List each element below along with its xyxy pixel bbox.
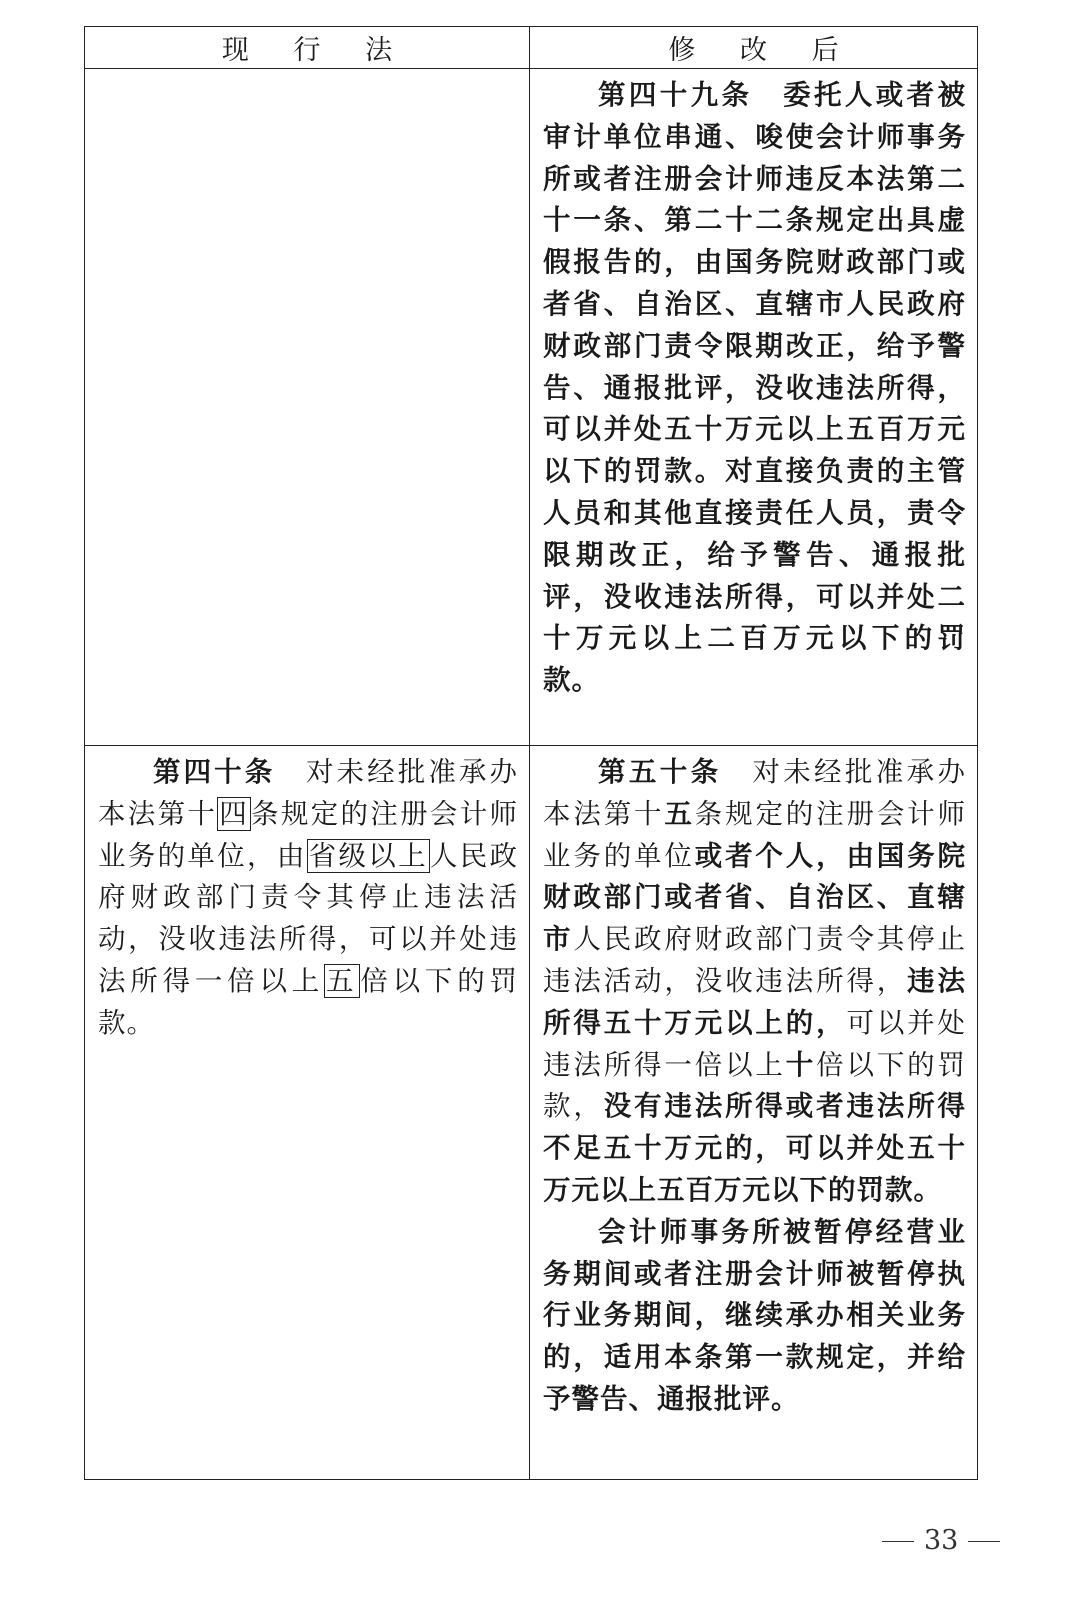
- article-40-number: 第四十条: [153, 756, 276, 788]
- current-law-cell-article-40: [85, 746, 530, 1480]
- current-law-cell-empty: [85, 69, 530, 746]
- added-text: 十: [785, 1048, 817, 1081]
- article-50-paragraph-1: 第五十条 对未经批准承办本法第十五条规定的注册会计师业务的单位或者个人，由国务院财政部门或者省、自治区、直辖市人民政府财政部门责令其停止违法活动，没收违法所得，违法所得五十万元以上的，可以并处违法所得一倍以上十倍以下的罚款，没有违法所得或者违法所得不足五十万元的，可以并处五十万元以上五百万元以下的罚款。: [543, 756, 967, 1206]
- comparison-table: [84, 26, 978, 1480]
- dash-left: [882, 1541, 914, 1542]
- deleted-text-box: 省级以上: [308, 839, 428, 872]
- article-50-paragraph-2: 会计师事务所被暂停经营业务期间或者注册会计师被暂停执行业务期间，继续承办相关业务的，适用本条第一款规定，并给予警告、通报批评。: [543, 1215, 966, 1415]
- table-header-row: [85, 27, 978, 69]
- header-amended: 修 改 后: [530, 27, 978, 69]
- article-50-number: 第五十条: [598, 756, 722, 788]
- amended-cell-article-50: [530, 746, 978, 1480]
- header-current-law: 现 行 法: [85, 27, 530, 69]
- amended-cell-article-49: [530, 69, 978, 746]
- added-text: 没有违法所得或者违法所得不足五十万元的，可以并处五十万元以上五百万元以下的罚款。: [543, 1090, 967, 1206]
- added-text: 违法所得五十万元以上的，: [543, 964, 967, 1039]
- page-number: 33: [872, 1525, 1010, 1556]
- table-row: [85, 69, 978, 746]
- article-40-paragraph: 第四十条 对未经批准承办本法第十四条规定的注册会计师业务的单位，由省级以上人民政府财政部门责令其停止违法活动，没收违法所得，可以并处违法所得一倍以上五倍以下的罚款。: [98, 756, 519, 1039]
- added-text: 或者个人，由国务院财政部门或者省、自治区、直辖市: [543, 839, 967, 956]
- article-49-text: 第四十九条 委托人或者被审计单位串通、唆使会计师事务所或者注册会计师违反本法第二十一条、第二十二条规定出具虚假报告的，由国务院财政部门或者省、自治区、直辖市人民政府财政部门责令限期改正，给予警告、通报批评，没收违法所得，可以并处五十万元以上五百万元以下的罚款。对直接负责的主管人员和其他直接责任人员，责令限期改正，给予警告、通报批评，没收违法所得，可以并处二十万元以上二百万元以下的罚款。: [543, 79, 966, 697]
- added-text: 五: [664, 797, 695, 830]
- dash-right: [968, 1541, 1000, 1542]
- table-row: [85, 746, 978, 1480]
- deleted-text-box: 四: [219, 797, 250, 830]
- deleted-text-box: 五: [326, 964, 359, 997]
